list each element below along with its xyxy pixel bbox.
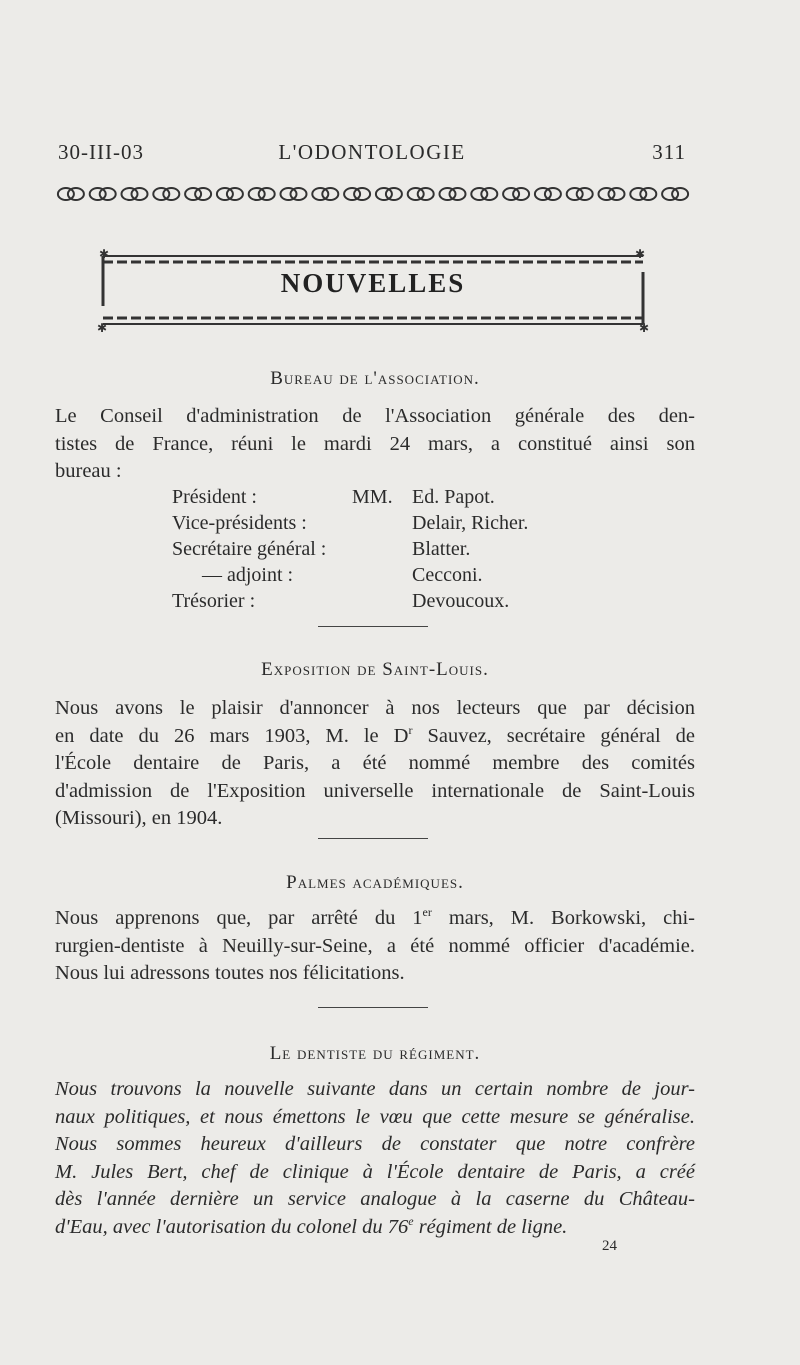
chain-link-ornament: [90, 188, 116, 200]
chain-link-ornament: [153, 188, 179, 200]
nouvelles-banner: [95, 246, 651, 332]
ornament-chain-border: [55, 182, 691, 206]
chain-link-ornament: [281, 188, 307, 200]
superscript: r: [408, 722, 413, 737]
section-title-bureau: Bureau de l'association.: [270, 368, 480, 389]
header-page-number: 311: [652, 140, 686, 164]
bureau-name: Blatter.: [412, 538, 471, 560]
bureau-list: [172, 484, 572, 614]
header-date: 30-III-03: [58, 140, 144, 164]
text-line: Nous lui adressons toutes nos félicitations.: [55, 962, 405, 984]
text-line: Le Conseil d'administration de l'Association générale des den-: [55, 405, 695, 427]
paragraph-exposition: [55, 695, 695, 833]
bureau-row-vice-presidents: [172, 510, 572, 536]
text-line: dès l'année dernière un service analogue à la caserne du Château-: [55, 1188, 695, 1210]
banner-title: NOUVELLES: [280, 268, 466, 298]
svg-text:✱: ✱: [635, 247, 646, 261]
chain-link-ornament: [217, 188, 243, 200]
text-line: naux politiques, et nous émettons le vœu que cette mesure se généralise.: [55, 1105, 695, 1128]
chain-link-ornament: [344, 188, 370, 200]
chain-link-ornament: [567, 188, 593, 200]
chain-link-ornament: [630, 188, 656, 200]
running-header: [58, 140, 686, 170]
text-line: d'admission de l'Exposition universelle internationale de Saint-Louis: [55, 779, 695, 802]
text-line: Nous sommes heureux d'ailleurs de constater que notre confrère: [55, 1133, 695, 1155]
section-title-palmes: Palmes académiques.: [286, 872, 464, 893]
bureau-mm-label: MM.: [352, 486, 393, 508]
chain-link-ornament: [503, 188, 529, 200]
paragraph-dentiste: [55, 1076, 695, 1241]
text-line: rurgien-dentiste à Neuilly-sur-Seine, a été nommé officier d'académie.: [55, 934, 695, 957]
svg-text:✱: ✱: [639, 321, 650, 332]
superscript: e: [408, 1213, 414, 1228]
text-line: [55, 723, 695, 751]
chain-link-ornament: [535, 188, 561, 200]
text-line: [55, 905, 695, 933]
text-line: l'École dentaire de Paris, a été nommé membre des comités: [55, 752, 695, 774]
text-fragment: mars, M. Borkowski, chi-: [431, 907, 695, 929]
paragraph-bureau: [55, 403, 695, 486]
bureau-name: Ed. Papot.: [412, 486, 495, 508]
section-divider: [318, 838, 428, 839]
chain-link-ornament: [185, 188, 211, 200]
chain-link-ornament: [440, 188, 466, 200]
bureau-role: Secrétaire général :: [172, 538, 327, 560]
text-line: tistes de France, réuni le mardi 24 mars, a constitué ainsi son: [55, 432, 695, 455]
text-fragment: régiment de ligne.: [413, 1215, 568, 1238]
header-journal-title: L'ODONTOLOGIE: [278, 140, 466, 164]
chain-link-ornament: [376, 188, 402, 200]
bureau-name: Delair, Richer.: [412, 512, 529, 534]
section-title-dentiste: Le dentiste du régiment.: [269, 1043, 481, 1064]
text-fragment: Nous apprenons que, par arrêté du 1: [55, 907, 423, 929]
svg-text:✱: ✱: [97, 321, 108, 332]
chain-link-ornament: [58, 188, 84, 200]
bureau-name: Devoucoux.: [412, 590, 510, 612]
text-fragment: Sauvez, secrétaire général de: [412, 724, 695, 747]
text-line: M. Jules Bert, chef de clinique à l'École dentaire de Paris, a créé: [55, 1160, 695, 1183]
paragraph-palmes: [55, 905, 695, 988]
bureau-role: Vice-présidents :: [172, 512, 307, 534]
bureau-role: Trésorier :: [172, 590, 256, 612]
bureau-row-secretaire: [172, 536, 572, 562]
bureau-row-tresorier: [172, 588, 572, 614]
chain-link-ornament: [122, 188, 148, 200]
signature-mark: 24: [602, 1238, 617, 1254]
chain-link-ornament: [662, 188, 688, 200]
superscript: er: [422, 905, 432, 920]
bureau-role: — adjoint :: [202, 564, 294, 586]
section-title-exposition: Exposition de Saint-Louis.: [261, 659, 489, 680]
text-line: [55, 1214, 695, 1242]
chain-link-ornament: [312, 188, 338, 200]
bureau-row-adjoint: [172, 562, 572, 588]
chain-link-ornament: [249, 188, 275, 200]
section-divider: [318, 626, 428, 627]
text-line: (Missouri), en 1904.: [55, 807, 223, 829]
svg-text:✱: ✱: [99, 247, 110, 261]
chain-link-ornament: [408, 188, 434, 200]
text-fragment: en date du 26 mars 1903, M. le D: [55, 724, 409, 747]
text-line: bureau :: [55, 460, 122, 482]
chain-link-ornament: [599, 188, 625, 200]
text-fragment: d'Eau, avec l'autorisation du colonel du 76: [55, 1215, 409, 1238]
bureau-row-president: [172, 484, 572, 510]
bureau-role: Président :: [172, 486, 257, 508]
section-divider: [318, 1007, 428, 1008]
bureau-name: Cecconi.: [412, 564, 483, 586]
text-line: Nous avons le plaisir d'annoncer à nos lecteurs que par décision: [55, 697, 695, 719]
chain-link-ornament: [471, 188, 497, 200]
text-line: Nous trouvons la nouvelle suivante dans un certain nombre de jour-: [55, 1078, 695, 1100]
